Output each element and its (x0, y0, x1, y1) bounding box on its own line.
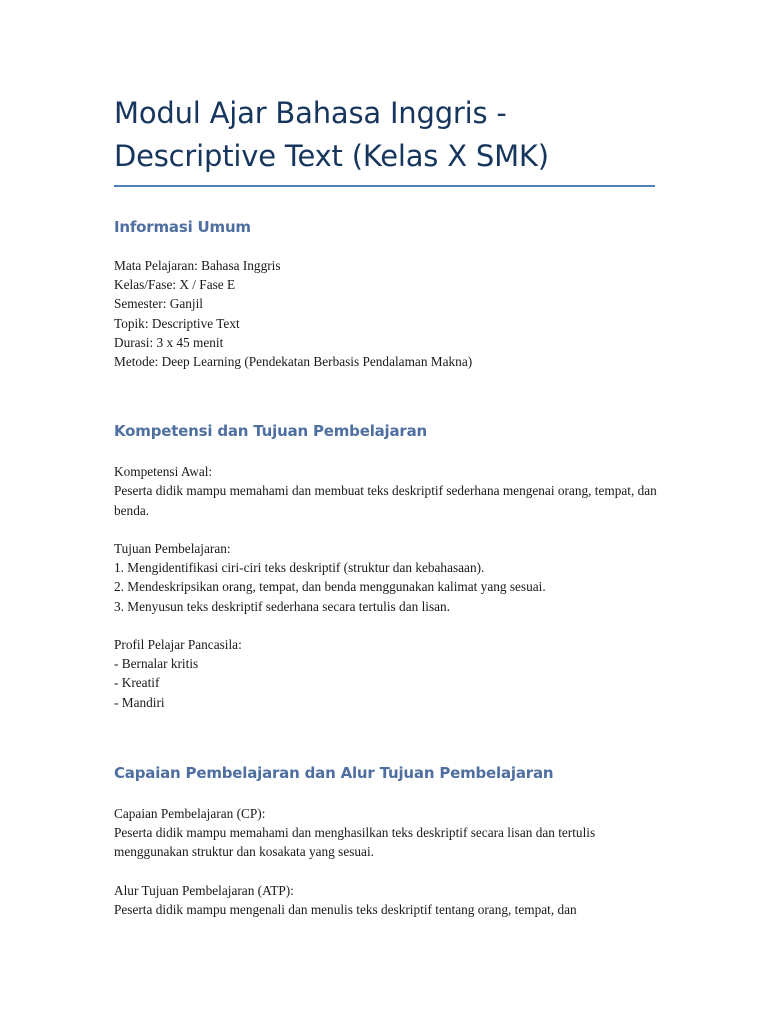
info-line-durasi: Durasi: 3 x 45 menit (114, 334, 224, 350)
atp-label: Alur Tujuan Pembelajaran (ATP): (114, 882, 294, 898)
profil-item: - Mandiri (114, 694, 165, 710)
tujuan-item: 1. Mengidentifikasi ciri-ciri teks deskriptif (struktur dan kebahasaan). (114, 560, 485, 576)
document-title: Modul Ajar Bahasa Inggris - Descriptive Text (Kelas X SMK) (114, 96, 549, 173)
tujuan-item: 3. Menyusun teks deskriptif sederhana secara tertulis dan lisan. (114, 598, 451, 614)
paragraph-gap (114, 520, 659, 539)
info-line-kelas-fase: Kelas/Fase: X / Fase E (114, 277, 236, 293)
kompetensi-awal-text: Peserta didik mampu memahami dan membuat teks deskriptif sederhana mengenai orang, tempat, dan benda. (114, 483, 661, 518)
capaian-body (114, 804, 659, 919)
info-line-topik: Topik: Descriptive Text (114, 315, 240, 331)
profil-item: - Kreatif (114, 675, 160, 691)
info-line-mata-pelajaran: Mata Pelajaran: Bahasa Inggris (114, 258, 281, 273)
informasi-umum-body (114, 256, 659, 371)
cp-text: Peserta didik mampu memahami dan menghasilkan teks deskriptif secara lisan dan tertulis menggunakan struktur dan kosakata yang sesuai. (114, 825, 599, 860)
tujuan-pembelajaran-label: Tujuan Pembelajaran: (114, 541, 231, 557)
info-line-metode: Metode: Deep Learning (Pendekatan Berbasis Pendalaman Makna) (114, 354, 473, 370)
cp-label: Capaian Pembelajaran (CP): (114, 805, 266, 821)
section-heading-capaian: Capaian Pembelajaran dan Alur Tujuan Pembelajaran (114, 763, 554, 782)
info-line-semester: Semester: Ganjil (114, 296, 203, 312)
title-underline (114, 185, 655, 187)
tujuan-item: 2. Mendeskripsikan orang, tempat, dan benda menggunakan kalimat yang sesuai. (114, 579, 546, 595)
profil-item: - Bernalar kritis (114, 656, 199, 672)
document-content (114, 92, 659, 919)
section-heading-informasi-umum: Informasi Umum (114, 218, 251, 236)
atp-text: Peserta didik mampu mengenali dan menulis teks deskriptif tentang orang, tempat, dan (114, 901, 577, 917)
kompetensi-awal-label: Kompetensi Awal: (114, 464, 213, 480)
paragraph-gap (114, 861, 659, 880)
profil-pelajar-label: Profil Pelajar Pancasila: (114, 637, 242, 653)
paragraph-gap (114, 616, 659, 635)
section-heading-kompetensi: Kompetensi dan Tujuan Pembelajaran (114, 422, 428, 441)
kompetensi-body (114, 462, 659, 712)
